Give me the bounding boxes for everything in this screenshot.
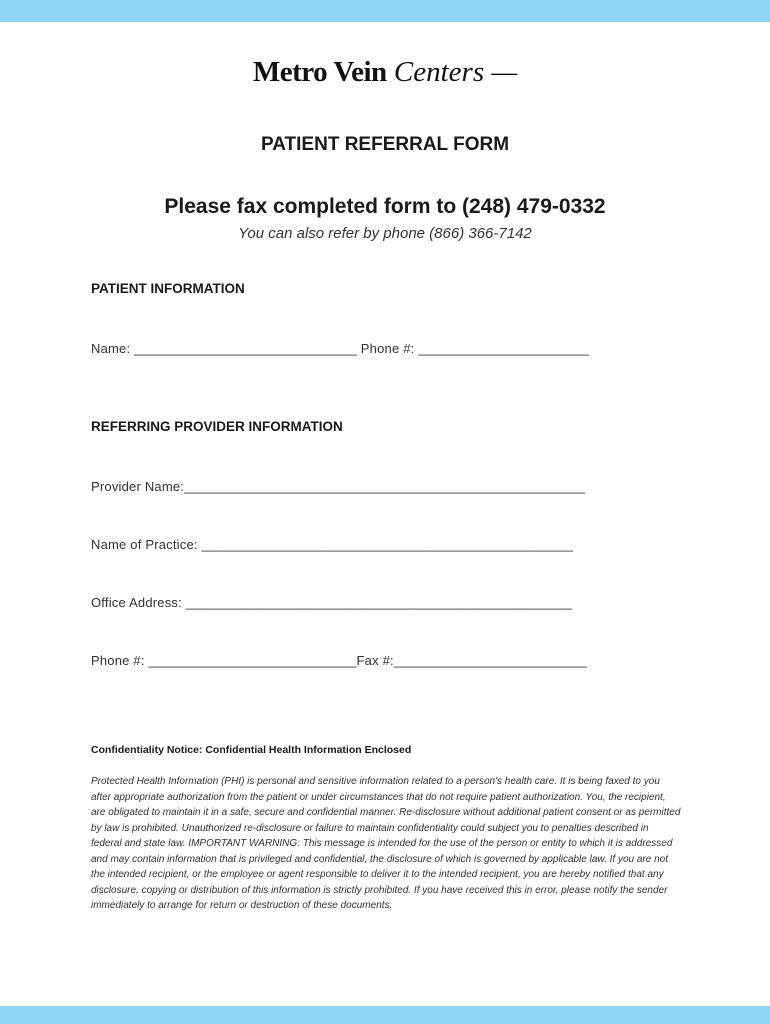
bottom-color-band <box>0 1006 770 1024</box>
office-address-field[interactable]: Office Address: ____________________________________________________ <box>91 595 573 610</box>
form-title: PATIENT REFERRAL FORM <box>260 134 510 155</box>
phone-instruction: You can also refer by phone (866) 366-7142 <box>238 225 532 242</box>
confidentiality-notice-title: Confidentiality Notice: Confidential Health Information Enclosed <box>91 744 412 756</box>
provider-name-field[interactable]: Provider Name:______________________________________________________ <box>91 479 586 494</box>
provider-phone-fax-field[interactable]: Phone #: ____________________________Fax #:__________________________ <box>91 653 587 668</box>
patient-name-phone-field[interactable]: Name: ______________________________ Phone #: _______________________ <box>91 341 590 356</box>
top-color-band <box>0 0 770 22</box>
fax-instruction: Please fax completed form to (248) 479-0332 <box>164 195 606 218</box>
logo-name: Metro Vein <box>252 56 387 88</box>
patient-info-heading: PATIENT INFORMATION <box>91 281 245 296</box>
confidentiality-notice-body: Protected Health Information (PHI) is personal and sensitive information related to a person's health care. It is being faxed to you after appropriate authorization from the patient or under circumstances that do not require patient authorization. You, the recipient, are obligated to maintain it in a safe, secure and confidential manner. Re-disclosure without additional patient consent or as permitted by law is prohibited. Unauthorized re-disclosure or failure to maintain confidentiality could subject you to penalties described in federal and state law. IMPORTANT WARNING: This message is intended for the use of the person or entity to which it is addressed and may contain information that is privileged and confidential, the disclosure of which is governed by applicable law. If you are not the intended recipient, or the employee or agent responsible to deliver it to the intended recipient, you are hereby notified that any disclosure, copying or distribution of this information is strictly prohibited. If you have received this in error, please notify the sender immediately to arrange for return or destruction of these documents. <box>91 776 681 911</box>
company-logo <box>0 56 770 89</box>
logo-tagline: Centers — <box>393 56 518 88</box>
practice-name-field[interactable]: Name of Practice: __________________________________________________ <box>91 537 574 552</box>
provider-info-heading: REFERRING PROVIDER INFORMATION <box>91 419 343 434</box>
